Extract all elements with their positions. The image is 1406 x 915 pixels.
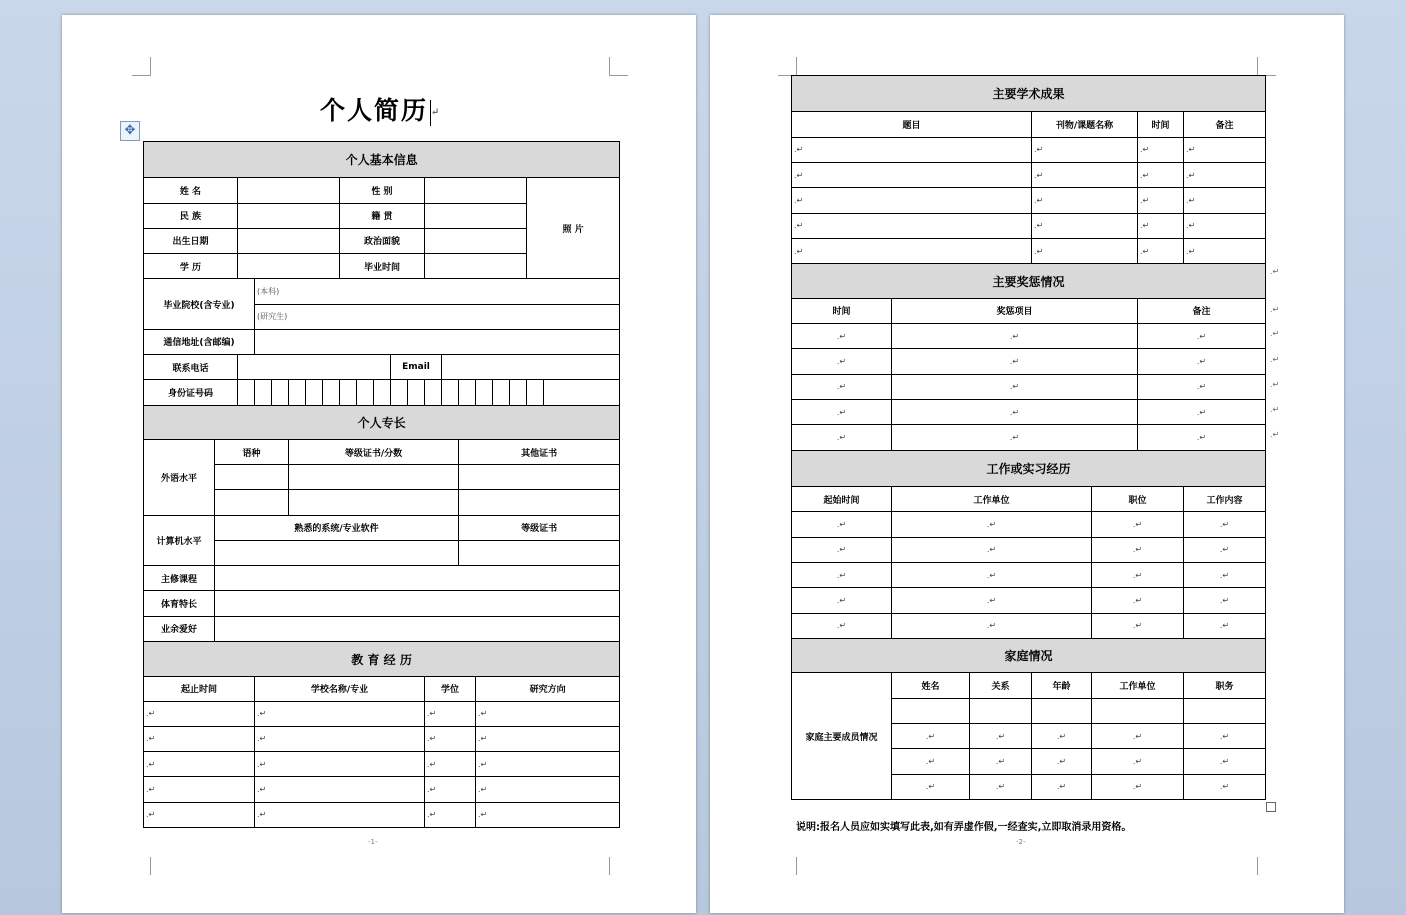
id-digit-box[interactable] [459, 380, 476, 405]
award-cell[interactable]: .↵ [1138, 374, 1266, 399]
section-skills: 个人专长 [144, 405, 620, 439]
work-cell[interactable]: .↵ [792, 588, 892, 613]
header-lang-cert: 等级证书/分数 [289, 439, 459, 464]
header-fam-name: 姓名 [892, 673, 970, 698]
field-degree[interactable] [238, 254, 340, 279]
edu-cell[interactable]: .↵ [255, 752, 425, 777]
work-cell[interactable]: .↵ [892, 613, 1092, 638]
field-comp-cert[interactable] [459, 540, 620, 565]
award-cell[interactable]: .↵ [1138, 349, 1266, 374]
paragraph-mark: .↵ [1270, 405, 1280, 414]
family-cell[interactable]: .↵ [1032, 724, 1092, 749]
work-cell[interactable]: .↵ [792, 512, 892, 537]
work-cell[interactable]: .↵ [1092, 537, 1184, 562]
edu-cell[interactable]: .↵ [144, 701, 255, 726]
award-cell[interactable]: .↵ [792, 425, 892, 450]
label-email: Email [391, 355, 442, 380]
section-work: 工作或实习经历 [792, 450, 1266, 486]
header-ac-note: 备注 [1184, 112, 1266, 137]
resume-table-page2[interactable] [791, 75, 1266, 800]
work-cell[interactable]: .↵ [1092, 512, 1184, 537]
family-cell[interactable] [892, 698, 970, 723]
document-page-2[interactable] [710, 15, 1344, 913]
header-work-position: 职位 [1092, 487, 1184, 512]
work-cell[interactable]: .↵ [1184, 512, 1266, 537]
award-cell[interactable]: .↵ [1138, 324, 1266, 349]
paragraph-mark: ↵ [431, 107, 442, 118]
label-gender: 性 别 [340, 178, 425, 203]
label-computer-level: 计算机水平 [144, 515, 215, 566]
id-digit-box[interactable] [272, 380, 289, 405]
photo-box[interactable]: 照 片 [527, 178, 620, 279]
edu-cell[interactable]: .↵ [425, 701, 476, 726]
header-edu-research: 研究方向 [476, 677, 620, 701]
edu-cell[interactable]: .↵ [476, 802, 620, 827]
crop-mark [132, 857, 151, 875]
label-ethnicity: 民 族 [144, 203, 238, 228]
paragraph-mark: .↵ [1270, 430, 1280, 439]
family-cell[interactable]: .↵ [1032, 749, 1092, 774]
field-address[interactable] [255, 329, 620, 354]
academic-cell[interactable]: .↵ [1138, 163, 1184, 188]
edu-cell[interactable]: .↵ [476, 701, 620, 726]
family-cell[interactable]: .↵ [970, 724, 1032, 749]
academic-cell[interactable]: .↵ [792, 188, 1032, 213]
section-basic-info: 个人基本信息 [144, 142, 620, 178]
family-cell[interactable] [1092, 698, 1184, 723]
field-grad-date[interactable] [425, 254, 527, 279]
academic-cell[interactable]: .↵ [1138, 239, 1184, 264]
work-cell[interactable]: .↵ [892, 563, 1092, 588]
edu-cell[interactable]: .↵ [144, 802, 255, 827]
family-cell[interactable]: .↵ [970, 774, 1032, 799]
edu-cell[interactable]: .↵ [255, 802, 425, 827]
crop-mark [132, 57, 151, 76]
header-fam-relation: 关系 [970, 673, 1032, 698]
id-digit-box[interactable] [323, 380, 340, 405]
section-awards: 主要奖惩情况 [792, 264, 1266, 298]
paragraph-mark: .↵ [1270, 267, 1280, 276]
label-school-major: 毕业院校(含专业) [144, 279, 255, 330]
header-edu-degree: 学位 [425, 677, 476, 701]
header-edu-school: 学校名称/专业 [255, 677, 425, 701]
header-award-time: 时间 [792, 298, 892, 323]
work-cell[interactable]: .↵ [1184, 537, 1266, 562]
header-comp-cert: 等级证书 [459, 515, 620, 540]
document-page-1[interactable] [62, 15, 696, 913]
academic-cell[interactable]: .↵ [792, 239, 1032, 264]
label-name: 姓 名 [144, 178, 238, 203]
field-school-grad[interactable]: (研究生) [255, 304, 620, 329]
award-cell[interactable]: .↵ [792, 349, 892, 374]
award-cell[interactable]: .↵ [892, 324, 1138, 349]
award-cell[interactable]: .↵ [892, 400, 1138, 425]
section-academic: 主要学术成果 [792, 76, 1266, 112]
work-cell[interactable]: .↵ [1092, 563, 1184, 588]
academic-cell[interactable]: .↵ [1138, 188, 1184, 213]
section-education: 教 育 经 历 [144, 641, 620, 676]
field-gender[interactable] [425, 178, 527, 203]
header-ac-title: 题目 [792, 112, 1032, 137]
id-digit-box[interactable] [544, 380, 620, 405]
field-email[interactable] [442, 355, 620, 380]
work-cell[interactable]: .↵ [1092, 613, 1184, 638]
field-political[interactable] [425, 228, 527, 253]
label-language-level: 外语水平 [144, 439, 215, 515]
academic-cell[interactable]: .↵ [792, 137, 1032, 162]
field-other-cert[interactable] [459, 490, 620, 515]
edu-cell[interactable]: .↵ [476, 752, 620, 777]
label-grad-date: 毕业时间 [340, 254, 425, 279]
field-origin[interactable] [425, 203, 527, 228]
award-cell[interactable]: .↵ [792, 400, 892, 425]
header-work-company: 工作单位 [892, 487, 1092, 512]
resume-table-page1[interactable] [143, 141, 620, 828]
label-sports: 体育特长 [144, 591, 215, 616]
header-other-cert: 其他证书 [459, 439, 620, 464]
paragraph-mark: .↵ [1270, 380, 1280, 389]
field-main-courses[interactable] [215, 566, 620, 591]
edu-cell[interactable]: .↵ [255, 777, 425, 802]
family-cell[interactable] [1032, 698, 1092, 723]
field-language[interactable] [215, 490, 289, 515]
id-digit-box[interactable] [357, 380, 374, 405]
family-cell[interactable] [1184, 698, 1266, 723]
edu-cell[interactable]: .↵ [144, 777, 255, 802]
family-cell[interactable]: .↵ [1184, 774, 1266, 799]
header-fam-company: 工作单位 [1092, 673, 1184, 698]
family-cell[interactable]: .↵ [1092, 774, 1184, 799]
resume-title-text: 个人简历 [320, 96, 429, 125]
family-cell[interactable]: .↵ [1092, 749, 1184, 774]
footnote-text: 说明:报名人员应如实填写此表,如有弄虚作假,一经查实,立即取消录用资格。 [796, 822, 1132, 833]
academic-cell[interactable]: .↵ [1138, 213, 1184, 238]
family-cell[interactable]: .↵ [1032, 774, 1092, 799]
label-birth-date: 出生日期 [144, 228, 238, 253]
id-digit-box[interactable] [425, 380, 442, 405]
work-cell[interactable]: .↵ [892, 588, 1092, 613]
academic-cell[interactable]: .↵ [1184, 188, 1266, 213]
header-fam-age: 年龄 [1032, 673, 1092, 698]
label-family-members: 家庭主要成员情况 [792, 673, 892, 800]
label-main-courses: 主修课程 [144, 566, 215, 591]
field-phone[interactable] [238, 355, 391, 380]
field-language[interactable] [215, 465, 289, 490]
crop-mark [609, 57, 628, 76]
resume-title[interactable] [320, 91, 441, 127]
header-award-note: 备注 [1138, 298, 1266, 323]
family-cell[interactable]: .↵ [1184, 749, 1266, 774]
edu-cell[interactable]: .↵ [476, 777, 620, 802]
id-digit-box[interactable] [391, 380, 408, 405]
id-digit-box[interactable] [255, 380, 272, 405]
work-cell[interactable]: .↵ [792, 537, 892, 562]
field-other-cert[interactable] [459, 465, 620, 490]
paragraph-mark: .↵ [1270, 305, 1280, 314]
field-birth-date[interactable] [238, 228, 340, 253]
work-cell[interactable]: .↵ [792, 563, 892, 588]
work-cell[interactable]: .↵ [1184, 588, 1266, 613]
work-cell[interactable]: .↵ [1184, 613, 1266, 638]
edu-cell[interactable]: .↵ [144, 726, 255, 751]
crop-mark [778, 57, 797, 76]
id-digit-box[interactable] [442, 380, 459, 405]
crop-mark [778, 857, 797, 875]
edu-cell[interactable]: .↵ [425, 726, 476, 751]
family-cell[interactable]: .↵ [892, 749, 970, 774]
family-cell[interactable]: .↵ [1092, 724, 1184, 749]
field-sports[interactable] [215, 591, 620, 616]
work-cell[interactable]: .↵ [1092, 588, 1184, 613]
section-family: 家庭情况 [792, 638, 1266, 672]
crop-mark [609, 857, 628, 875]
family-cell[interactable]: .↵ [970, 749, 1032, 774]
family-cell[interactable] [970, 698, 1032, 723]
award-cell[interactable]: .↵ [892, 374, 1138, 399]
label-origin: 籍 贯 [340, 203, 425, 228]
edu-cell[interactable]: .↵ [255, 701, 425, 726]
header-ac-journal: 刊物/课题名称 [1032, 112, 1138, 137]
label-political: 政治面貌 [340, 228, 425, 253]
field-lang-cert[interactable] [289, 465, 459, 490]
academic-cell[interactable]: .↵ [1032, 213, 1138, 238]
work-cell[interactable]: .↵ [892, 537, 1092, 562]
academic-cell[interactable]: .↵ [1184, 137, 1266, 162]
header-edu-period: 起止时间 [144, 677, 255, 701]
label-hobbies: 业余爱好 [144, 616, 215, 641]
academic-cell[interactable]: .↵ [792, 213, 1032, 238]
academic-cell[interactable]: .↵ [792, 163, 1032, 188]
work-cell[interactable]: .↵ [1184, 563, 1266, 588]
edu-cell[interactable]: .↵ [425, 752, 476, 777]
id-digit-box[interactable] [408, 380, 425, 405]
field-name[interactable] [238, 178, 340, 203]
award-cell[interactable]: .↵ [892, 349, 1138, 374]
academic-cell[interactable]: .↵ [1032, 137, 1138, 162]
academic-cell[interactable]: .↵ [1184, 163, 1266, 188]
header-ac-time: 时间 [1138, 112, 1184, 137]
work-cell[interactable]: .↵ [892, 512, 1092, 537]
id-digit-box[interactable] [493, 380, 510, 405]
edu-cell[interactable]: .↵ [144, 752, 255, 777]
family-cell[interactable]: .↵ [1184, 724, 1266, 749]
page-number: -2- [1016, 838, 1026, 846]
table-resize-handle[interactable] [1266, 802, 1276, 812]
label-id-number: 身份证号码 [144, 380, 238, 405]
header-award-item: 奖惩项目 [892, 298, 1138, 323]
header-work-content: 工作内容 [1184, 487, 1266, 512]
family-cell[interactable]: .↵ [892, 724, 970, 749]
id-digit-box[interactable] [374, 380, 391, 405]
header-software: 熟悉的系统/专业软件 [215, 515, 459, 540]
paragraph-mark: .↵ [1270, 329, 1280, 338]
header-language: 语种 [215, 439, 289, 464]
family-cell[interactable]: .↵ [892, 774, 970, 799]
field-software[interactable] [215, 540, 459, 565]
id-digit-box[interactable] [476, 380, 493, 405]
page-number: -1- [368, 838, 378, 846]
academic-cell[interactable]: .↵ [1184, 213, 1266, 238]
id-digit-box[interactable] [238, 380, 255, 405]
id-digit-box[interactable] [527, 380, 544, 405]
paragraph-mark: .↵ [1270, 355, 1280, 364]
field-lang-cert[interactable] [289, 490, 459, 515]
edu-cell[interactable]: .↵ [425, 777, 476, 802]
label-phone: 联系电话 [144, 355, 238, 380]
field-ethnicity[interactable] [238, 203, 340, 228]
id-digit-box[interactable] [289, 380, 306, 405]
table-move-handle-icon[interactable]: ✥ [120, 121, 140, 141]
work-cell[interactable]: .↵ [792, 613, 892, 638]
label-degree: 学 历 [144, 254, 238, 279]
crop-mark [1257, 857, 1276, 875]
id-digit-box[interactable] [510, 380, 527, 405]
edu-cell[interactable]: .↵ [255, 726, 425, 751]
field-hobbies[interactable] [215, 616, 620, 641]
academic-cell[interactable]: .↵ [1138, 137, 1184, 162]
award-cell[interactable]: .↵ [792, 324, 892, 349]
header-work-time: 起始时间 [792, 487, 892, 512]
label-address: 通信地址(含邮编) [144, 329, 255, 354]
academic-cell[interactable]: .↵ [1032, 163, 1138, 188]
edu-cell[interactable]: .↵ [476, 726, 620, 751]
academic-cell[interactable]: .↵ [1032, 239, 1138, 264]
award-cell[interactable]: .↵ [892, 425, 1138, 450]
award-cell[interactable]: .↵ [1138, 400, 1266, 425]
id-digit-box[interactable] [306, 380, 323, 405]
crop-mark [1257, 57, 1276, 76]
award-cell[interactable]: .↵ [1138, 425, 1266, 450]
header-fam-title: 职务 [1184, 673, 1266, 698]
award-cell[interactable]: .↵ [792, 374, 892, 399]
academic-cell[interactable]: .↵ [1032, 188, 1138, 213]
academic-cell[interactable]: .↵ [1184, 239, 1266, 264]
id-digit-box[interactable] [340, 380, 357, 405]
edu-cell[interactable]: .↵ [425, 802, 476, 827]
field-school-undergrad[interactable]: (本科) [255, 279, 620, 304]
